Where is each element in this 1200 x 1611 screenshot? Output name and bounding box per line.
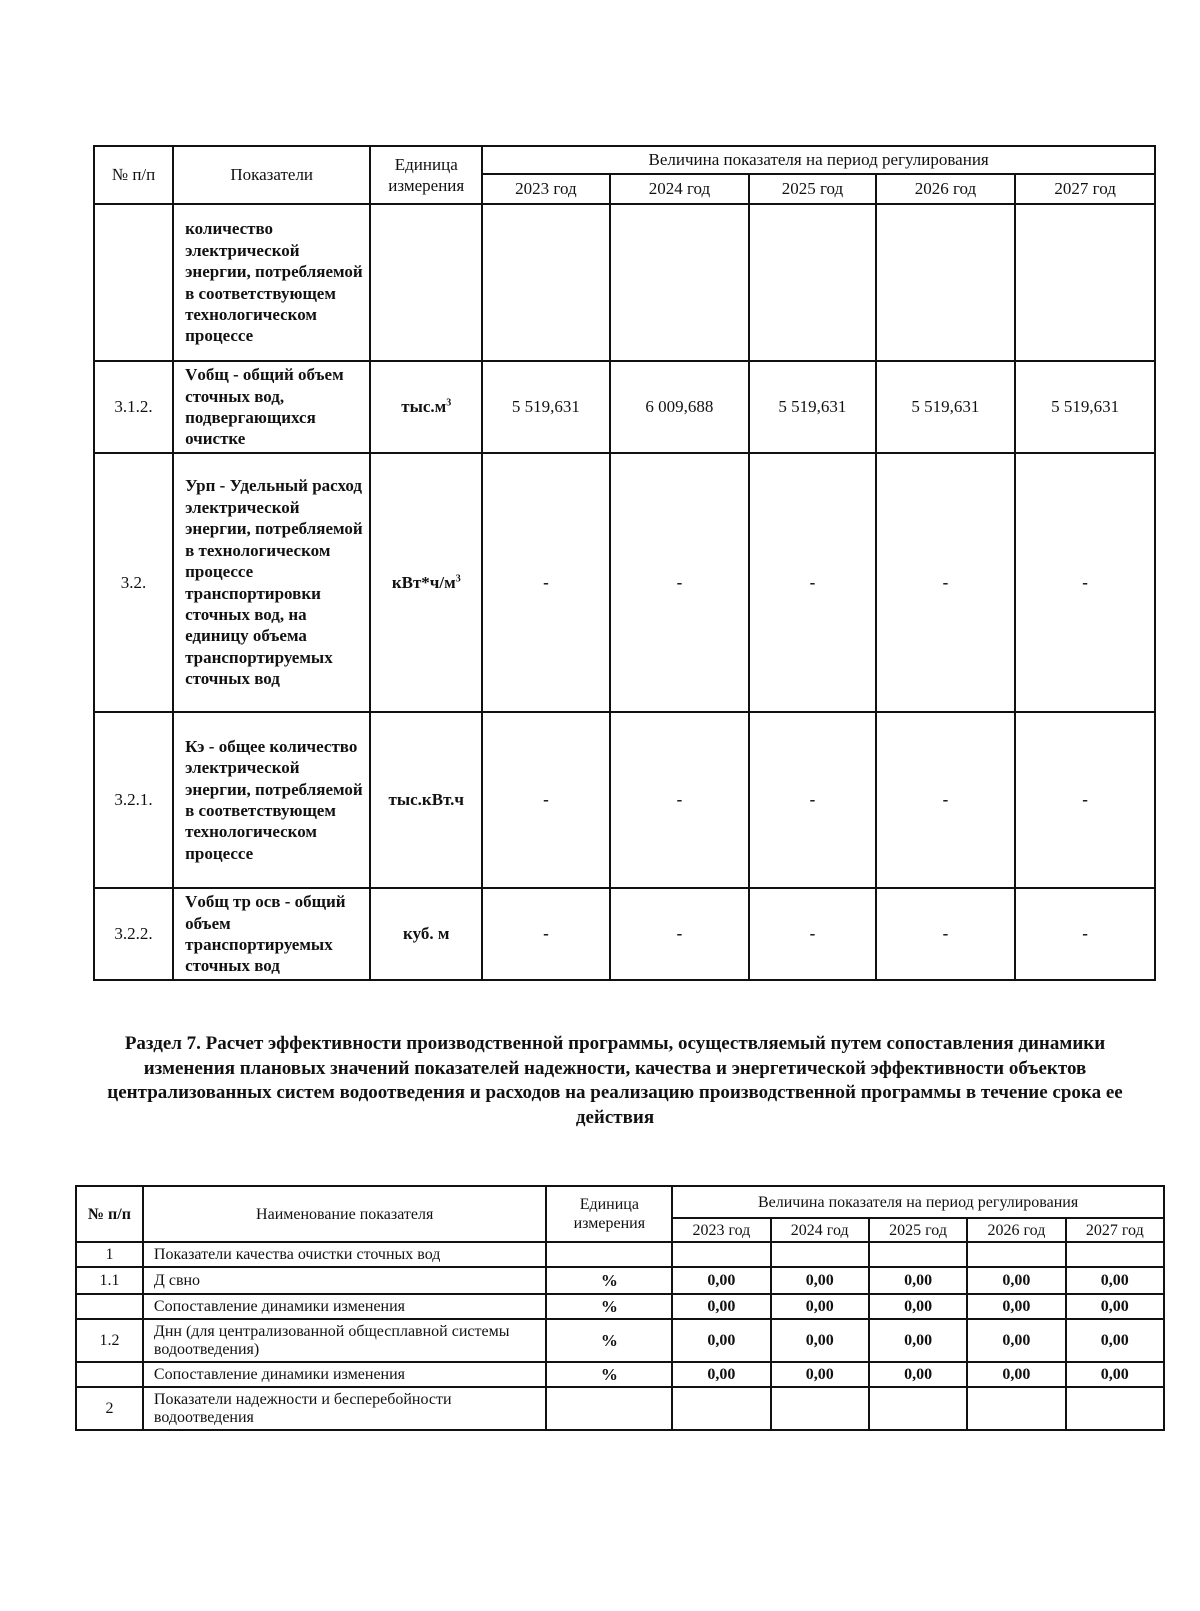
row-value: 0,00	[1066, 1319, 1164, 1362]
row-num: 3.2.2.	[94, 888, 173, 980]
row-name: Показатели качества очистки сточных вод	[143, 1242, 547, 1267]
row-num: 1.2	[76, 1319, 143, 1362]
row-num: 2	[76, 1387, 143, 1430]
header-year: 2025 год	[749, 174, 875, 204]
header-year: 2023 год	[672, 1218, 770, 1242]
header-year: 2024 год	[771, 1218, 869, 1242]
row-value: 0,00	[869, 1267, 967, 1294]
row-unit: $тыс.м^3$	[370, 361, 482, 453]
row-unit: %	[546, 1362, 672, 1387]
header-period: Величина показателя на период регулирования	[482, 146, 1155, 174]
row-value	[876, 204, 1016, 361]
row-value	[672, 1387, 770, 1430]
row-value: 0,00	[1066, 1362, 1164, 1387]
header-num: № п/п	[76, 1186, 143, 1242]
row-desc: Vобщ тр осв - общий объем транспортируемых сточных вод	[173, 888, 370, 980]
row-value	[869, 1242, 967, 1267]
row-value: -	[876, 712, 1016, 888]
row-desc: Vобщ - общий объем сточных вод, подвергающихся очистке	[173, 361, 370, 453]
row-value: 0,00	[869, 1319, 967, 1362]
row-value	[1015, 204, 1155, 361]
header-year: 2023 год	[482, 174, 609, 204]
row-value	[771, 1242, 869, 1267]
row-value: 0,00	[771, 1267, 869, 1294]
row-value: 0,00	[672, 1362, 770, 1387]
row-value	[482, 204, 609, 361]
row-unit	[546, 1242, 672, 1267]
table-row	[76, 1362, 1164, 1387]
row-unit: %	[546, 1319, 672, 1362]
row-value: 0,00	[771, 1362, 869, 1387]
row-value	[1066, 1387, 1164, 1430]
row-value: -	[749, 453, 875, 712]
row-value	[869, 1387, 967, 1430]
row-value: 0,00	[672, 1319, 770, 1362]
row-num: 1	[76, 1242, 143, 1267]
row-value: -	[876, 888, 1016, 980]
row-value: 0,00	[967, 1267, 1065, 1294]
row-value	[610, 204, 750, 361]
row-unit: %	[546, 1267, 672, 1294]
row-value: 0,00	[869, 1294, 967, 1319]
row-value: 5 519,631	[749, 361, 875, 453]
row-unit	[370, 204, 482, 361]
table-row	[94, 361, 1155, 453]
row-value: 5 519,631	[1015, 361, 1155, 453]
row-value: -	[482, 888, 609, 980]
row-value: 5 519,631	[482, 361, 609, 453]
header-year: 2025 год	[869, 1218, 967, 1242]
row-value: 0,00	[869, 1362, 967, 1387]
header-name: Наименование показателя	[143, 1186, 547, 1242]
header-num: № п/п	[94, 146, 173, 204]
row-value: -	[876, 453, 1016, 712]
row-value: -	[749, 712, 875, 888]
row-name: Сопоставление динамики изменения	[143, 1294, 547, 1319]
header-year: 2027 год	[1066, 1218, 1164, 1242]
table-row	[76, 1267, 1164, 1294]
header-year: 2026 год	[876, 174, 1016, 204]
row-value: 0,00	[672, 1267, 770, 1294]
table-row	[76, 1387, 1164, 1430]
table-row	[76, 1294, 1164, 1319]
row-value: 5 519,631	[876, 361, 1016, 453]
row-value: 0,00	[967, 1362, 1065, 1387]
row-value	[672, 1242, 770, 1267]
row-unit: тыс.кВт.ч	[370, 712, 482, 888]
row-value: 6 009,688	[610, 361, 750, 453]
row-desc: Урп - Удельный расход электрической энергии, потребляемой в технологическом процессе транспортировки сточных вод, на единицу объема транспортируемых сточных вод	[173, 453, 370, 712]
row-value: 0,00	[967, 1294, 1065, 1319]
row-value: 0,00	[1066, 1267, 1164, 1294]
row-num: 3.1.2.	[94, 361, 173, 453]
row-num	[76, 1362, 143, 1387]
row-value: 0,00	[771, 1319, 869, 1362]
row-value: -	[1015, 888, 1155, 980]
row-num	[76, 1294, 143, 1319]
header-year: 2026 год	[967, 1218, 1065, 1242]
table-row	[94, 453, 1155, 712]
row-num: 1.1	[76, 1267, 143, 1294]
row-value: -	[482, 712, 609, 888]
row-name: Днн (для централизованной общесплавной системы водоотведения)	[143, 1319, 547, 1362]
row-num	[94, 204, 173, 361]
row-value	[967, 1242, 1065, 1267]
row-unit: $кВт*ч/м^3$	[370, 453, 482, 712]
indicators-table	[93, 145, 1156, 981]
row-value: -	[610, 888, 750, 980]
row-num: 3.2.1.	[94, 712, 173, 888]
row-value: 0,00	[771, 1294, 869, 1319]
row-value	[771, 1387, 869, 1430]
row-desc: количество электрической энергии, потребляемой в соответствующем технологическом процессе	[173, 204, 370, 361]
row-name: Сопоставление динамики изменения	[143, 1362, 547, 1387]
row-value	[1066, 1242, 1164, 1267]
row-value: 0,00	[967, 1319, 1065, 1362]
efficiency-table	[75, 1185, 1165, 1431]
table-row	[76, 1242, 1164, 1267]
row-unit: куб. м	[370, 888, 482, 980]
row-num: 3.2.	[94, 453, 173, 712]
header-unit: Единица измерения	[546, 1186, 672, 1242]
table-row	[94, 888, 1155, 980]
row-value: -	[482, 453, 609, 712]
row-unit	[546, 1387, 672, 1430]
row-value	[967, 1387, 1065, 1430]
row-value	[749, 204, 875, 361]
row-name: Показатели надежности и бесперебойности водоотведения	[143, 1387, 547, 1430]
header-indicator: Показатели	[173, 146, 370, 204]
row-desc: Кэ - общее количество электрической энергии, потребляемой в соответствующем технологическом процессе	[173, 712, 370, 888]
row-value: -	[749, 888, 875, 980]
row-value: 0,00	[1066, 1294, 1164, 1319]
header-year: 2027 год	[1015, 174, 1155, 204]
header-unit: Единица измерения	[370, 146, 482, 204]
header-year: 2024 год	[610, 174, 750, 204]
row-value: -	[610, 712, 750, 888]
section-7-heading: Раздел 7. Расчет эффективности производственной программы, осуществляемый путем сопоставления динамики изменения плановых значений показателей надежности, качества и энергетической эффективности объектов централизованных систем водоотведения и расходов на реализацию производственной программы в течение срока ее действия	[107, 1033, 1123, 1128]
row-value: -	[610, 453, 750, 712]
row-unit: %	[546, 1294, 672, 1319]
table-row	[94, 204, 1155, 361]
row-value: -	[1015, 712, 1155, 888]
table-row	[76, 1319, 1164, 1362]
row-name: Д свно	[143, 1267, 547, 1294]
header-period: Величина показателя на период регулирования	[672, 1186, 1164, 1218]
row-value: 0,00	[672, 1294, 770, 1319]
row-value: -	[1015, 453, 1155, 712]
table-row	[94, 712, 1155, 888]
